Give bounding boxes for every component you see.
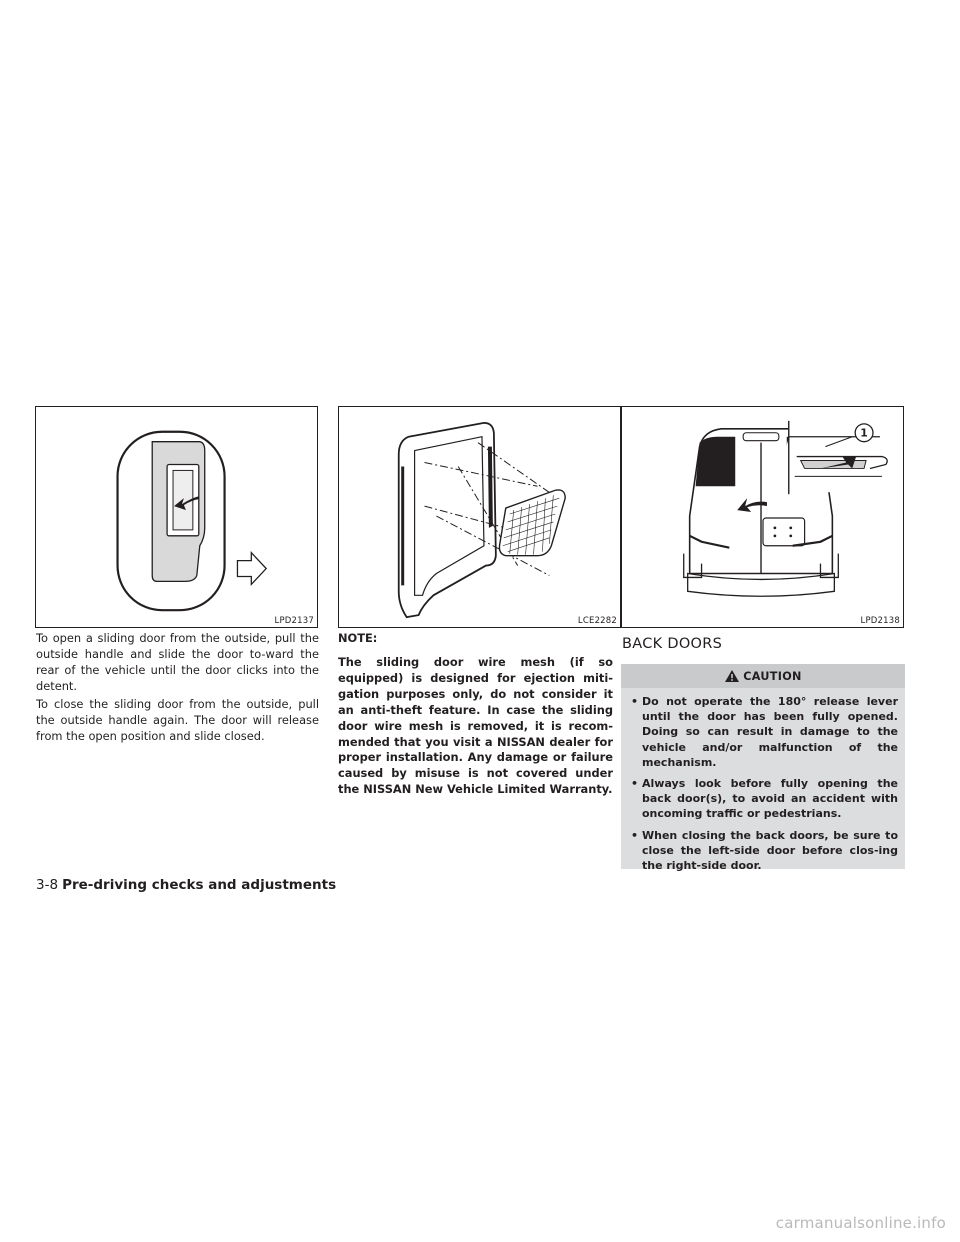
wire-mesh-icon: [339, 407, 620, 627]
caution-item: • When closing the back doors, be sure to close the left-side door before clos-ing the right-side door.: [631, 828, 898, 874]
door-handle-icon: [36, 407, 317, 627]
note-text: The sliding door wire mesh (if so equipped) is designed for ejection miti-gation purposes only, do not consider it an anti-theft feature. In case the sliding door wire mesh is removed, it is recom-mended that you visit a NISSAN dealer for proper installation. Any damage or failure caused by misuse is not covered under the NISSAN New Vehicle Limited Warranty.: [338, 655, 613, 797]
figure-wire-mesh: [338, 406, 621, 628]
figure-back-door: [621, 406, 904, 628]
sliding-door-open-paragraph: To open a sliding door from the outside, pull the outside handle and slide the door to-ward the rear of the vehicle until the door clicks into the detent.: [36, 631, 319, 693]
page-number: 3-8: [36, 877, 59, 893]
page-footer: [36, 877, 336, 893]
warning-icon: [724, 669, 740, 683]
watermark: carmanualsonline.info: [775, 1214, 946, 1232]
figure-code: LPD2137: [274, 616, 314, 626]
section-heading: BACK DOORS: [622, 636, 723, 652]
caution-list: [621, 688, 905, 873]
caution-item: • Do not operate the 180° release lever until the door has been fully opened. Doing so can result in damage to the vehicle and/or malfunction of the mechanism.: [631, 694, 898, 770]
caution-label: CAUTION: [743, 669, 802, 683]
section-title: Pre-driving checks and adjustments: [62, 877, 337, 893]
figure-code: LCE2282: [577, 616, 617, 626]
caution-box: [621, 664, 905, 873]
note-label: NOTE:: [338, 631, 378, 645]
sliding-door-close-paragraph: To close the sliding door from the outside, pull the outside handle again. The door will release from the open position and slide closed.: [36, 697, 319, 743]
caution-item: • Always look before fully opening the back door(s), to avoid an accident with oncoming traffic or pedestrians.: [631, 776, 898, 822]
figure-code: LPD2138: [860, 616, 900, 626]
caution-header: [621, 664, 905, 688]
callout-number: 1: [860, 426, 868, 440]
figure-door-handle: [35, 406, 318, 628]
back-door-icon: [622, 407, 903, 627]
